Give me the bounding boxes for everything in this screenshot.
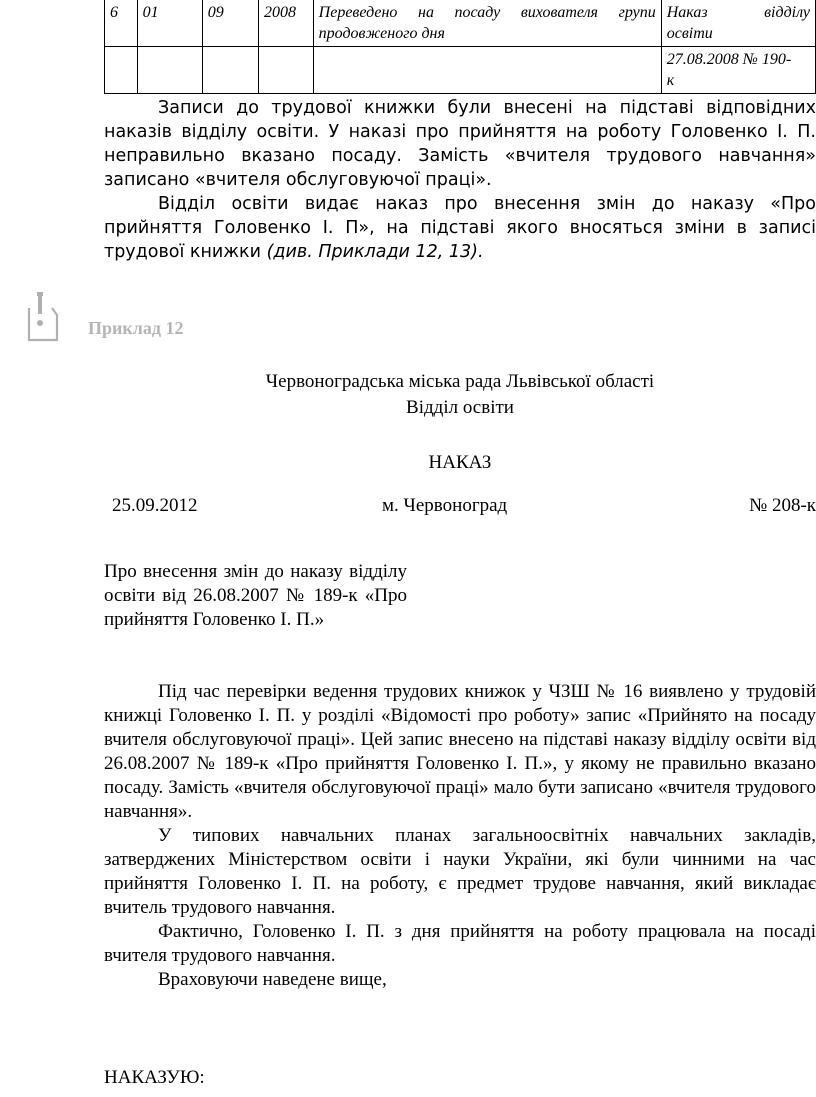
empty-cell bbox=[137, 47, 202, 94]
explanation-paragraph: Записи до трудової книжки були внесені на підставі відповідних наказів відділу освіти. У наказі про прийняття на роботу Головенко І. П. неправильно вказано посаду. Замість «вчителя трудового навчання» записано «вчителя обслуговуючої праці». bbox=[104, 98, 816, 190]
record-basis-cell bbox=[661, 47, 815, 94]
order-paragraph: Під час перевірки ведення трудових книжок у ЧЗШ № 16 виявлено у трудовій книжці Головенко І. П. у розділі «Відомості про роботу» запис «Прийнято на посаду вчителя обслуговуючої праці». Цей запис внесено на підставі наказу відділу освіти від 26.08.2007 № 189-к «Про прийняття Головенко І. П.», у якому не правильно вказано посаду. Замість «вчителя обслуговуючої праці» мало бути записано «вчителя трудового навчання». bbox=[104, 681, 816, 822]
explanation-text-span: Відділ освіти видає наказ про внесення змін до наказу «Про прийняття Головенко І. П», на підставі якого вносяться зміни в записі трудової книжки bbox=[104, 194, 816, 262]
order-paragraph: У типових навчальних планах загальноосвітніх навчальних закладів, затверджених Міністерством освіти і науки України, які були чинними на час прийняття Головенко І. П. на роботу, є предмет трудове навчання, який викладає вчитель трудового навчання. bbox=[104, 825, 816, 918]
record-month-cell: 09 bbox=[202, 0, 258, 47]
department-name: Відділ освіти bbox=[406, 397, 514, 418]
pencil-note-icon bbox=[26, 290, 60, 344]
council-name: Червоноградська міська рада Львівської області bbox=[265, 371, 655, 392]
order-number: № 208-к bbox=[749, 495, 816, 516]
record-text-cell: Переведено на посаду вихователя групи продовженого дня bbox=[313, 0, 661, 47]
work-record-table bbox=[104, 0, 816, 94]
order-paragraph: Фактично, Головенко І. П. з дня прийняття на роботу працювала на посаді вчителя трудового навчання. bbox=[104, 921, 816, 966]
order-title: НАКАЗ bbox=[428, 452, 492, 473]
basis-line: освіти bbox=[666, 25, 713, 42]
order-subject: Про внесення змін до наказу відділу освіти від 26.08.2007 № 189-к «Про прийняття Головенко І. П.» bbox=[104, 561, 407, 630]
record-basis-cell bbox=[661, 0, 815, 47]
record-year-cell: 2008 bbox=[258, 0, 313, 47]
order-date: 25.09.2012 bbox=[112, 495, 198, 516]
table-row bbox=[105, 0, 816, 47]
table-row bbox=[105, 47, 816, 94]
basis-line: 27.08.2008 № 190- bbox=[666, 51, 792, 68]
record-day-cell: 01 bbox=[137, 0, 202, 47]
explanation-paragraph bbox=[104, 192, 816, 264]
order-resolution: НАКАЗУЮ: bbox=[104, 1067, 205, 1088]
record-number-cell: 6 bbox=[105, 0, 138, 47]
empty-cell bbox=[202, 47, 258, 94]
basis-line: Наказ відділу bbox=[666, 4, 810, 21]
empty-cell bbox=[105, 47, 138, 94]
empty-cell bbox=[313, 47, 661, 94]
example-label: Приклад 12 bbox=[88, 318, 184, 338]
order-city: м. Червоноград bbox=[382, 495, 508, 516]
order-body bbox=[104, 680, 816, 992]
explanation-text bbox=[104, 96, 816, 264]
empty-cell bbox=[258, 47, 313, 94]
example-reference: (див. Приклади 12, 13). bbox=[266, 242, 484, 262]
basis-line: к bbox=[666, 72, 675, 89]
order-paragraph: Враховуючи наведене вище, bbox=[158, 969, 387, 990]
